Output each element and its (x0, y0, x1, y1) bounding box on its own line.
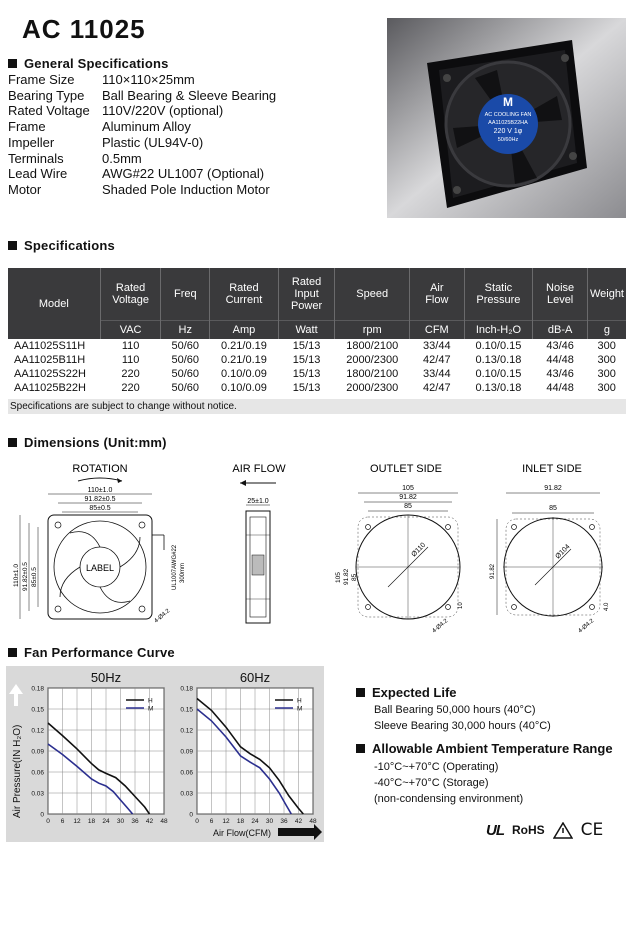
fan-product-photo (387, 18, 626, 218)
x-tick-label: 30 (265, 818, 274, 825)
dimensions-title: Dimensions (Unit:mm) (24, 435, 167, 450)
table-cell: 44/48 (546, 354, 574, 366)
spec-value: 110×110×25mm (102, 72, 195, 87)
ce-logo: CE (580, 820, 604, 840)
dim-text: 91.82±0.5 (84, 496, 116, 503)
y-tick-label: 0.12 (31, 727, 44, 735)
rotation-label: ROTATION (72, 463, 128, 475)
hole-text: 4-Ø4.2 (577, 618, 596, 635)
certifications (486, 820, 603, 840)
spec-value: AWG#22 UL1007 (Optional) (102, 166, 265, 182)
unit-header: Inch-H₂O (464, 321, 533, 340)
table-cell: 15/13 (292, 340, 321, 352)
photo-label-line: AC COOLING FAN (484, 112, 532, 118)
spec-label: Bearing Type (8, 87, 85, 103)
table-cell: 220 (121, 368, 140, 380)
spec-row (8, 182, 276, 198)
legend-label: M (148, 705, 154, 713)
square-bullet-icon (8, 241, 17, 250)
table-cell: 0.21/0.19 (220, 340, 267, 352)
table-cell: 43/46 (546, 368, 574, 380)
x-tick-label: 6 (60, 818, 65, 825)
fan-performance-charts (6, 666, 324, 842)
dim-text: 85±0.5 (89, 505, 111, 512)
unit-header: g (587, 321, 626, 340)
y-tick-label: 0.18 (180, 685, 193, 693)
y-tick-label: 0.18 (31, 685, 44, 693)
x-tick-label: 30 (116, 818, 125, 825)
spec-value: 0.5mm (102, 150, 142, 166)
table-cell: 50/60 (171, 382, 200, 394)
photo-label-line: 50/60Hz (497, 137, 519, 143)
specifications-table (8, 268, 626, 395)
y-tick-label: 0.09 (180, 748, 193, 756)
x-tick-label: 42 (294, 818, 303, 825)
table-cell: 44/48 (546, 382, 574, 394)
x-tick-label: 12 (73, 818, 81, 825)
photo-label-line: AA11025B22HA (488, 120, 528, 126)
temp-line: -10°C~+70°C (Operating) (374, 761, 499, 773)
x-tick-label: 12 (222, 818, 230, 825)
dim-text: 85 (351, 573, 358, 581)
spec-label: Rated Voltage (8, 103, 90, 119)
table-cell: AA11025S22H (14, 368, 86, 380)
table-cell: AA11025S11H (14, 340, 86, 352)
warning-triangle-icon (553, 822, 573, 839)
spec-row (8, 88, 276, 104)
expected-life-heading (356, 685, 457, 700)
spec-value: 110V/220V (optional) (102, 103, 224, 119)
y-tick-label: 0.15 (180, 706, 193, 714)
dim-text: 110±1.0 (87, 487, 113, 494)
rotation-arrow-icon (78, 478, 122, 481)
dim-text: 10 (458, 602, 464, 609)
y-tick-label: 0.12 (180, 727, 193, 735)
general-specs-heading (8, 56, 169, 71)
temperature-text (374, 759, 523, 807)
col-header: Rated Current (210, 268, 279, 321)
x-tick-label: 48 (309, 818, 317, 825)
dim-text: 85±0.5 (31, 567, 38, 587)
outlet-side-view (335, 463, 464, 635)
unit-header: Watt (278, 321, 335, 340)
dim-text: Ø104 (554, 543, 572, 561)
temperature-heading (356, 741, 613, 756)
legend-label: H (297, 697, 302, 705)
inlet-side-view (490, 463, 610, 635)
wire-length: 300mm (180, 562, 186, 583)
y-tick-label: 0.06 (31, 769, 44, 777)
legend-label: H (148, 697, 153, 705)
x-tick-label: 18 (236, 818, 245, 825)
col-header: Weight (587, 268, 626, 321)
expected-life-title: Expected Life (372, 685, 457, 700)
table-cell: 42/47 (423, 382, 451, 394)
y-tick-label: 0 (40, 811, 44, 819)
unit-header: Hz (161, 321, 210, 340)
curve-heading (8, 645, 175, 660)
x-tick-label: 24 (102, 818, 110, 825)
dim-text: 91.82 (544, 485, 562, 492)
hole-text: 4-Ø4.2 (431, 618, 450, 635)
temp-line: (non-condensing environment) (374, 793, 524, 805)
spec-row (8, 151, 276, 167)
table-cell: 15/13 (292, 368, 321, 380)
y-tick-label: 0 (189, 811, 193, 819)
rohs-logo: RoHS (512, 823, 545, 837)
unit-header: Amp (210, 321, 279, 340)
square-bullet-icon (8, 59, 17, 68)
table-cell: 220 (121, 382, 140, 394)
y-tick-label: 0.09 (31, 748, 44, 756)
x-tick-label: 36 (280, 818, 288, 825)
table-cell: 300 (597, 340, 616, 352)
dim-text: Ø110 (410, 541, 428, 559)
table-cell: 0.13/0.18 (475, 354, 522, 366)
right-arrow-icon (278, 824, 322, 840)
airflow-view (232, 463, 286, 623)
dim-text: 110±1.0 (13, 564, 20, 587)
wire-text: UL1007AWG#22 (172, 544, 178, 590)
table-row (8, 381, 626, 395)
spec-value: Aluminum Alloy (102, 119, 191, 135)
temp-line: -40°C~+70°C (Storage) (374, 777, 489, 789)
dim-text: 4.0 (604, 602, 610, 611)
up-arrow-icon (9, 684, 23, 706)
col-header: Rated Input Power (278, 268, 335, 321)
label-text: LABEL (85, 563, 115, 573)
life-line: Ball Bearing 50,000 hours (40°C) (374, 704, 536, 716)
table-cell: 50/60 (171, 368, 200, 380)
dim-text: 25±1.0 (247, 498, 269, 505)
table-cell: 1800/2100 (346, 340, 399, 352)
chart-title: 50Hz (90, 670, 122, 685)
spec-label: Terminals (8, 150, 64, 166)
table-cell: 50/60 (171, 354, 200, 366)
table-cell: 0.10/0.09 (220, 382, 267, 394)
table-cell: 33/44 (423, 340, 451, 352)
dim-text: 91.82 (343, 568, 350, 585)
spec-label: Frame Size (8, 72, 75, 87)
x-tick-label: 36 (131, 818, 139, 825)
dimension-drawings (0, 455, 632, 645)
dim-text: 85 (404, 503, 412, 510)
table-cell: 0.21/0.19 (220, 354, 267, 366)
col-header: Speed (335, 268, 410, 321)
col-header: Rated Voltage (100, 268, 161, 321)
x-tick-label: 0 (46, 818, 50, 825)
spec-label: Impeller (8, 134, 55, 150)
temperature-title: Allowable Ambient Temperature Range (372, 741, 613, 756)
photo-logo: M (503, 95, 513, 109)
table-cell: AA11025B11H (14, 354, 86, 366)
chart-60hz (180, 670, 317, 825)
y-tick-label: 0.03 (180, 790, 193, 798)
table-cell: 2000/2300 (346, 382, 399, 394)
hole-text: 4-Ø4.2 (153, 608, 172, 625)
unit-header: CFM (410, 321, 465, 340)
table-cell: AA11025B22H (14, 382, 86, 394)
x-tick-label: 18 (87, 818, 96, 825)
table-cell: 110 (121, 340, 140, 352)
square-bullet-icon (8, 648, 17, 657)
spec-row (8, 135, 276, 151)
y-tick-label: 0.15 (31, 706, 44, 714)
table-cell: 300 (597, 382, 616, 394)
col-header: Noise Level (533, 268, 588, 321)
table-row (8, 353, 626, 367)
spec-note: Specifications are subject to change without notice. (8, 399, 626, 414)
specifications-heading (8, 238, 115, 253)
outlet-label: OUTLET SIDE (370, 463, 442, 475)
table-cell: 0.10/0.09 (220, 368, 267, 380)
expected-life-text (374, 702, 551, 734)
spec-label: Lead Wire (8, 166, 68, 182)
dim-text: 91.82±0.5 (22, 562, 29, 591)
spec-value: Ball Bearing & Sleeve Bearing (102, 87, 277, 103)
unit-header: VAC (100, 321, 161, 340)
chart-title: 60Hz (239, 670, 271, 685)
x-axis-label: Air Flow(CFM) (213, 828, 271, 838)
general-specs-title: General Specifications (24, 56, 169, 71)
table-cell: 0.10/0.15 (475, 368, 522, 380)
dim-text: 91.82 (490, 563, 496, 579)
col-header: Freq (161, 268, 210, 321)
spec-row (8, 72, 276, 88)
table-cell: 43/46 (546, 340, 574, 352)
table-cell: 15/13 (292, 382, 321, 394)
curve-title: Fan Performance Curve (24, 645, 175, 660)
square-bullet-icon (8, 438, 17, 447)
specifications-title: Specifications (24, 238, 115, 253)
table-cell: 2000/2300 (346, 354, 399, 366)
life-line: Sleeve Bearing 30,000 hours (40°C) (374, 720, 551, 732)
table-row (8, 339, 626, 353)
dim-text: 105 (335, 572, 342, 583)
dim-text: 91.82 (399, 494, 417, 501)
chart-50hz (31, 670, 168, 825)
x-tick-label: 24 (251, 818, 259, 825)
dim-text: 105 (402, 485, 414, 492)
table-cell: 42/47 (423, 354, 451, 366)
table-cell: 300 (597, 368, 616, 380)
inlet-label: INLET SIDE (522, 463, 582, 475)
spec-label: Frame (8, 119, 46, 135)
unit-header: dB-A (533, 321, 588, 340)
dim-text: 85 (549, 505, 557, 512)
y-tick-label: 0.03 (31, 790, 44, 798)
table-cell: 110 (121, 354, 140, 366)
table-cell: 15/13 (292, 354, 321, 366)
table-cell: 300 (597, 354, 616, 366)
spec-row (8, 119, 276, 135)
rotation-view (13, 463, 186, 625)
unit-header: rpm (335, 321, 410, 340)
table-cell: 1800/2100 (346, 368, 399, 380)
ul-logo: UL (486, 821, 504, 839)
y-tick-label: 0.06 (180, 769, 193, 777)
spec-value: Shaded Pole Induction Motor (102, 181, 270, 197)
page-title: AC 11025 (22, 14, 146, 44)
spec-label: Motor (8, 181, 42, 197)
table-cell: 0.10/0.15 (475, 340, 522, 352)
photo-label-line: 220 V 1φ (493, 128, 523, 135)
table-cell: 0.13/0.18 (475, 382, 522, 394)
col-header: Air Flow (410, 268, 465, 321)
dimensions-heading (8, 435, 167, 450)
table-row (8, 367, 626, 381)
x-tick-label: 48 (160, 818, 168, 825)
y-axis-label: Air Pressure(IN H₂O) (12, 724, 23, 818)
x-tick-label: 0 (195, 818, 199, 825)
legend-label: M (297, 705, 303, 713)
table-cell: 50/60 (171, 340, 200, 352)
square-bullet-icon (356, 744, 365, 753)
spec-row (8, 103, 276, 119)
square-bullet-icon (356, 688, 365, 697)
spec-value: Plastic (UL94V-0) (102, 134, 204, 150)
table-cell: 33/44 (423, 368, 451, 380)
spec-row (8, 166, 276, 182)
airflow-label: AIR FLOW (232, 463, 286, 475)
col-header: Static Pressure (464, 268, 533, 321)
general-specs-list (8, 72, 276, 198)
col-header-model: Model (8, 268, 100, 339)
x-tick-label: 6 (209, 818, 214, 825)
x-tick-label: 42 (145, 818, 154, 825)
